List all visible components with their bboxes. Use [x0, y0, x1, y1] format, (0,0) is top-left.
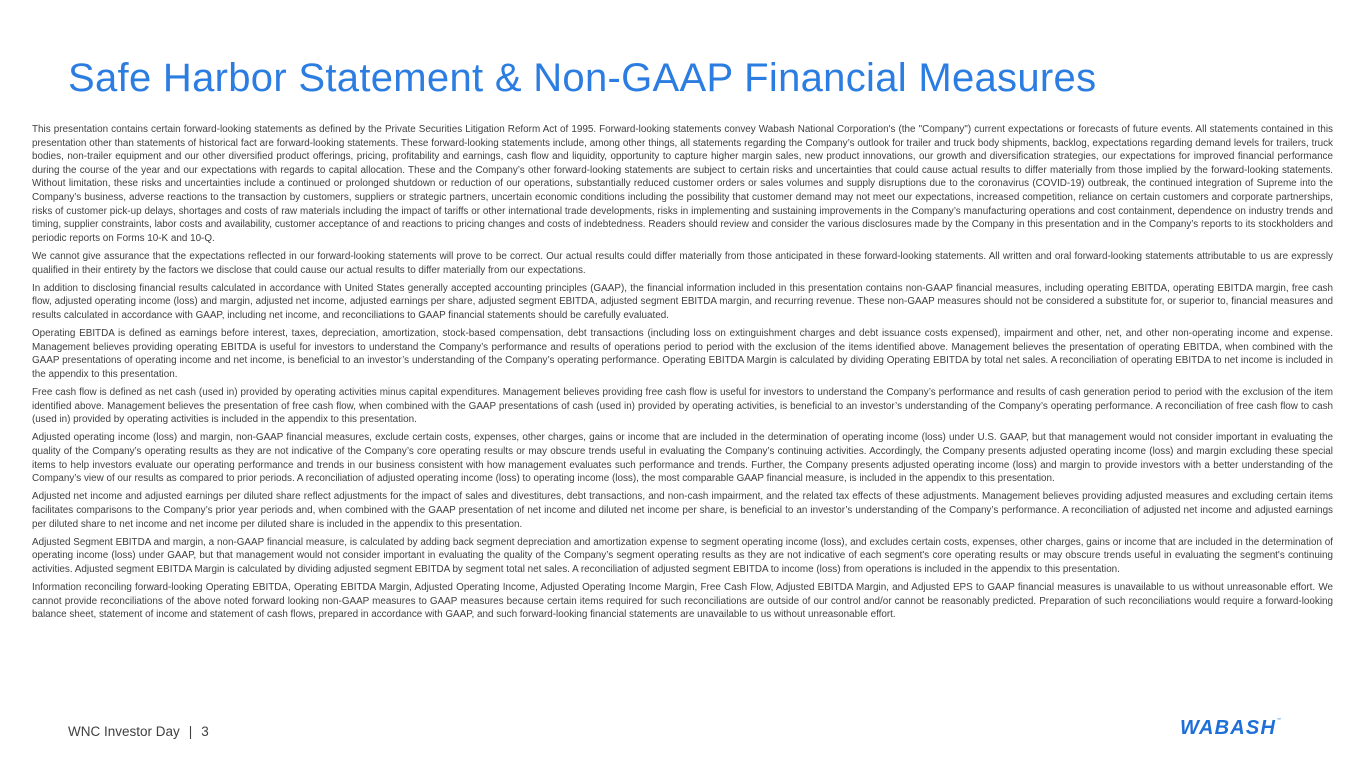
slide-title: Safe Harbor Statement & Non-GAAP Financial Measures	[68, 56, 1097, 100]
trademark-mark: ™	[1277, 717, 1282, 722]
paragraph-operating-ebitda: Operating EBITDA is defined as earnings before interest, taxes, depreciation, amortization, stock-based compensation, debt transactions (including loss on extinguishment charges and debt issuance costs expensed), impairment and other, net, and other non-operating income and expense. Management believes providing operating EBITDA is useful for investors to understand the Company’s performance and results of operations period to period with the exclusion of the items identified above. Management believes the presentation of operating EBITDA, when combined with the GAAP presentations of operating income and net income, is beneficial to an investor’s understanding of the Company’s operating performance. Operating EBITDA Margin is calculated by dividing Operating EBITDA by total net sales. A reconciliation of operating EBITDA to net income is included in the appendix to this presentation.	[32, 328, 1333, 380]
footer-separator: |	[188, 724, 193, 739]
page-number: 3	[201, 724, 209, 739]
paragraph-adjusted-net-income: Adjusted net income and adjusted earnings per diluted share reflect adjustments for the impact of sales and divestitures, debt transactions, and non-cash impairment, and the related tax effects of these adjustments. Management believes providing adjusted measures and excluding certain items facilitates comparisons to the Company’s prior year periods and, when combined with the GAAP presentation of net income and diluted net income per share, is beneficial to an investor’s understanding of the Company’s performance. A reconciliation of adjusted net income and adjusted earnings per diluted share to net income and net income per diluted share is included in the appendix to this presentation.	[32, 491, 1333, 530]
paragraph-reconciliation: Information reconciling forward-looking Operating EBITDA, Operating EBITDA Margin, Adjusted Operating Income, Adjusted Operating Income Margin, Free Cash Flow, Adjusted EBITDA Margin, and Adjusted EPS to GAAP financial measures is unavailable to us without unreasonable effort. We cannot provide reconciliations of the above noted forward looking non-GAAP measures to GAAP measures because certain items required for such reconciliations are outside of our control and/or cannot be reasonably predicted. Preparation of such reconciliations would require a forward-looking balance sheet, statement of income and statement of cash flows, prepared in accordance with GAAP, and such forward-looking financial statements are unavailable to us without unreasonable effort.	[32, 582, 1333, 621]
paragraph-forward-looking: This presentation contains certain forward-looking statements as defined by the Private Securities Litigation Reform Act of 1995. Forward-looking statements convey Wabash National Corporation's (the "Company") current expectations or forecasts of future events. All statements contained in this presentation other than statements of historical fact are forward-looking statements. These forward-looking statements include, among other things, all statements regarding the Company’s outlook for trailer and truck body shipments, backlog, expectations regarding demand levels for trailers, truck bodies, non-trailer equipment and our other diversified product offerings, pricing, profitability and earnings, cash flow and liquidity, opportunity to capture higher margin sales, new product innovations, our growth and diversification strategies, our expectations for improved financial performance during the course of the year and our expectations with regards to capital allocation. These and the Company’s other forward-looking statements are subject to certain risks and uncertainties that could cause actual results to differ materially from those implied by the forward-looking statements. Without limitation, these risks and uncertainties include a continued or prolonged shutdown or reduction of our operations, substantially reduced customer orders or sales volumes and supply disruptions due to the coronavirus (COVID-19) outbreak, the continued integration of Supreme into the Company’s business, adverse reactions to the transaction by customers, suppliers or strategic partners, uncertain economic conditions including the possibility that customer demand may not meet our expectations, increased competition, reliance on certain customers and corporate partnerships, risks of customer pick-up delays, shortages and costs of raw materials including the impact of tariffs or other international trade developments, risks in implementing and sustaining improvements in the Company’s manufacturing operations and cost containment, dependence on industry trends and timing, supplier constraints, labor costs and availability, customer acceptance of and reactions to pricing changes and costs of indebtedness. Readers should review and consider the various disclosures made by the Company in this presentation and in the Company’s reports to its stockholders and periodic reports on Forms 10-K and 10-Q.	[32, 124, 1333, 244]
paragraph-free-cash-flow: Free cash flow is defined as net cash (used in) provided by operating activities minus capital expenditures. Management believes providing free cash flow is useful for investors to understand the Company’s performance and results of cash generation period to period with the exclusion of the item identified above. Management believes the presentation of free cash flow, when combined with the GAAP presentations of cash (used in) provided by operating activities, is beneficial to an investor’s understanding of the Company’s operating performance. A reconciliation of free cash flow to cash (used in) provided by operating activities is included in the appendix to this presentation.	[32, 387, 1333, 426]
paragraph-adjusted-segment-ebitda: Adjusted Segment EBITDA and margin, a non-GAAP financial measure, is calculated by adding back segment depreciation and amortization expense to segment operating income (loss), and excludes certain costs, expenses, other charges, gains or income that are included in the determination of operating income (loss) under GAAP, but that management would not consider important in evaluating the quality of the Company’s segment operating results as they are not indicative of each segment's core operating results or may obscure trends useful in evaluating the segment's continuing activities. Adjusted segment EBITDA Margin is calculated by dividing adjusted segment EBITDA by segment total net sales. A reconciliation of adjusted segment EBITDA to income (loss) from operations is included in the appendix to this presentation.	[32, 536, 1333, 575]
footer-label: WNC Investor Day	[68, 724, 180, 739]
paragraph-assurance: We cannot give assurance that the expectations reflected in our forward-looking statements will prove to be correct. Our actual results could differ materially from those anticipated in these forward-looking statements. All written and oral forward-looking statements attributable to us are expressly qualified in their entirety by the factors we disclose that could cause our actual results to differ materially from our expectations.	[32, 250, 1333, 276]
slide-footer	[68, 724, 209, 739]
paragraph-adjusted-operating-income: Adjusted operating income (loss) and margin, non-GAAP financial measures, exclude certain costs, expenses, other charges, gains or income that are included in the determination of operating income (loss) under U.S. GAAP, but that management would not consider important in evaluating the quality of the Company’s operating results as they are not indicative of the Company’s core operating results or may obscure trends useful in evaluating the Company’s continuing activities. Accordingly, the Company presents adjusted operating income (loss) and margin excluding these special items to help investors evaluate our operating performance and trends in our business consistent with how management evaluates such performance and trends. Further, the Company presents adjusted operating income (loss) and margin to provide investors with a better understanding of the Company’s view of our results as compared to prior periods. A reconciliation of adjusted operating income (loss) to operating income (loss), the most comparable GAAP financial measure, is included in the appendix to this presentation.	[32, 432, 1333, 485]
paragraph-non-gaap: In addition to disclosing financial results calculated in accordance with United States generally accepted accounting principles (GAAP), the financial information included in this presentation contains non-GAAP financial measures, including operating EBITDA, operating EBITDA margin, free cash flow, adjusted operating income (loss) and margin, adjusted net income, adjusted earnings per share, adjusted segment EBITDA, adjusted segment EBITDA margin, and recurring revenue. These non-GAAP measures should not be considered a substitute for, or superior to, financial measures and results calculated in accordance with GAAP, including net income, and reconciliations to GAAP financial statements should be carefully evaluated.	[32, 282, 1333, 321]
wabash-logo	[1180, 717, 1281, 740]
disclaimer-body	[32, 123, 1333, 627]
logo-wordmark: WABASH	[1180, 717, 1277, 739]
